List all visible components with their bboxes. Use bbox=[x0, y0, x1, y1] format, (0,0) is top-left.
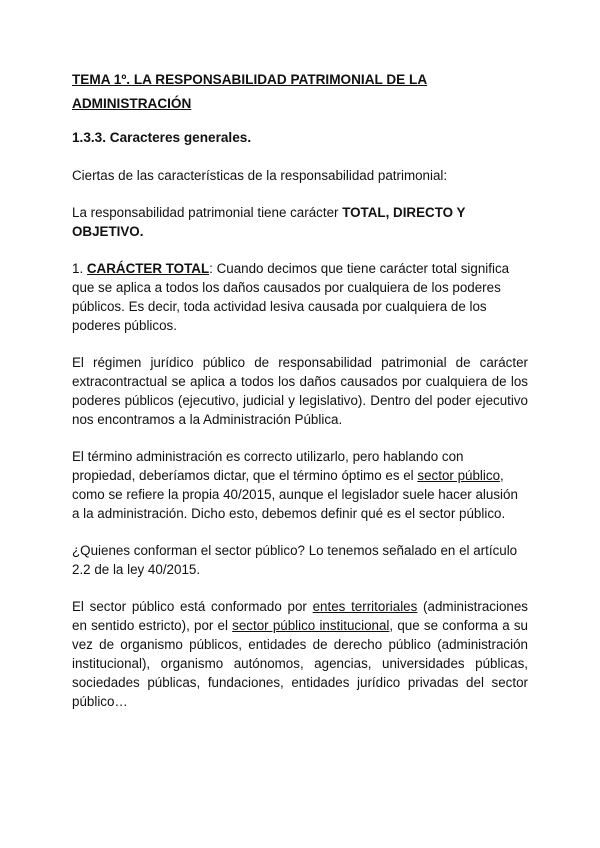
point-1-paragraph bbox=[72, 259, 528, 335]
character-sentence bbox=[72, 203, 528, 241]
termino-paragraph bbox=[72, 447, 528, 523]
sector-part-3: , que se conforma a su vez de organismo públicos, entidades de derecho público (administración institucional), organismo autónomos, agencias, universidades públicas, sociedades públicas, fundaciones, entidades jurídico privadas del sector público… bbox=[72, 618, 528, 709]
sector-paragraph bbox=[72, 597, 528, 711]
character-sentence-prefix: La responsabilidad patrimonial tiene carácter bbox=[72, 205, 343, 220]
title-line-1: TEMA 1º. LA RESPONSABILIDAD PATRIMONIAL DE LA bbox=[72, 72, 428, 87]
sector-publico-term: sector público bbox=[417, 468, 501, 483]
document-page bbox=[72, 68, 528, 711]
sector-part-1: El sector público está conformado por bbox=[72, 599, 313, 614]
point-1-label: CARÁCTER TOTAL bbox=[86, 261, 210, 276]
termino-after: , como se refiere la propia 40/2015, aunque el legislador suele hacer alusión a la administración. Dicho esto, debemos definir qué es el sector público. bbox=[72, 468, 518, 521]
section-heading: 1.3.3. Caracteres generales. bbox=[72, 130, 252, 145]
point-1-number: 1. bbox=[72, 261, 87, 276]
regimen-paragraph: El régimen jurídico público de responsabilidad patrimonial de carácter extracontractual se aplica a todos los daños causados por cualquiera de los poderes públicos (ejecutivo, judicial y legislativo). Dentro del poder ejecutivo nos encontramos a la Administración Pública. bbox=[72, 355, 528, 427]
sector-publico-institucional-term: sector público institucional bbox=[232, 618, 390, 633]
point-1-text: : Cuando decimos que tiene carácter total significa que se aplica a todos los daños causados por cualquiera de los poderes públicos. Es decir, toda actividad lesiva causada por cualquiera de los poderes públicos. bbox=[72, 261, 510, 333]
sector-part-2: (administraciones en sentido estricto), por el bbox=[72, 599, 528, 633]
quienes-paragraph: ¿Quienes conforman el sector público? Lo tenemos señalado en el artículo 2.2 de la ley 40/2015. bbox=[72, 543, 518, 577]
entes-territoriales-term: entes territoriales bbox=[312, 599, 418, 614]
title-line-2: ADMINISTRACIÓN bbox=[72, 96, 192, 111]
termino-before: El término administración es correcto utilizarlo, pero hablando con propiedad, deberíamos dictar, que el término óptimo es el bbox=[72, 449, 464, 483]
intro-paragraph: Ciertas de las características de la responsabilidad patrimonial: bbox=[72, 168, 448, 183]
character-sentence-bold: TOTAL, DIRECTO Y OBJETIVO. bbox=[72, 205, 466, 239]
document-title bbox=[72, 68, 528, 116]
